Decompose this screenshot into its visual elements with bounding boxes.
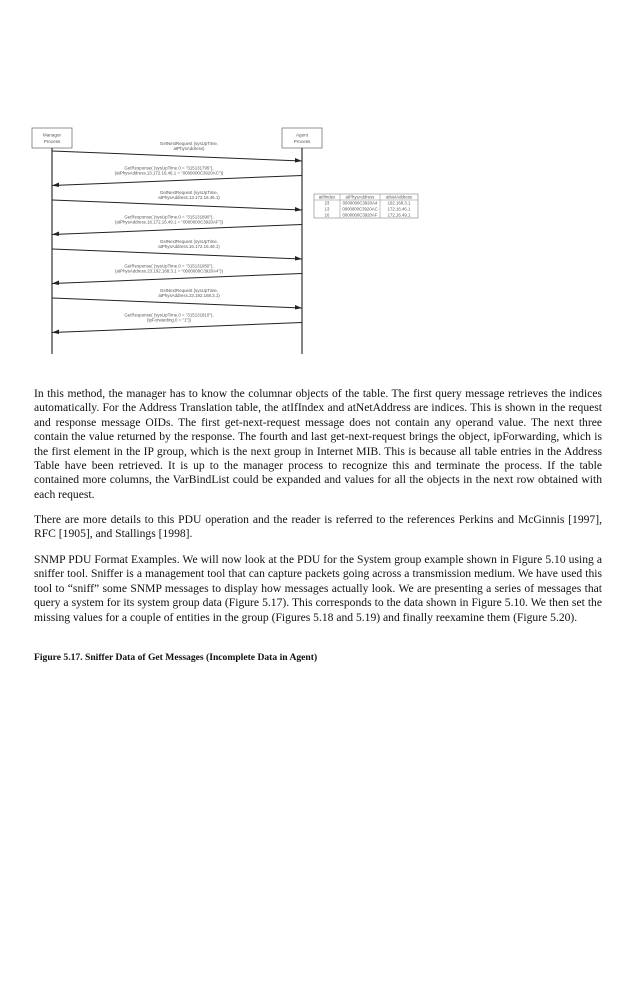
- table-header-cell: atIfIndex: [318, 194, 336, 200]
- message-label: atPhysAddress.23.192.168.3.1): [158, 293, 220, 299]
- table-header-cell: atNetAddress: [385, 194, 413, 200]
- message-label: GetResponse( (sysUpTime.0 = "315131810"),: [124, 312, 214, 318]
- message-8: [52, 313, 302, 335]
- arrowhead: [295, 158, 302, 163]
- message-label: atPhysAddress): [173, 146, 205, 152]
- message-sequence-diagram: [28, 118, 618, 358]
- message-3: [52, 190, 302, 212]
- manager-label-line2: Process: [43, 139, 61, 144]
- table-header-cell: atPhysAddress: [345, 194, 375, 200]
- body-paragraph-1: In this method, the manager has to know the columnar objects of the table. The first query message retrieves the indices automatically. For the Address Translation table, the atIfIndex and atNetAddress are indices. This is shown in the request and response message OIDs. The first get-next-request message does not contain any operand value. The next three contain the value returned by the response. The fourth and last get-next-request brings the object, ipForwarding, which is the first element in the IP group, which is the next group in Internet MIB. This is because all table entries in the Address Table have been retrieved. It is up to the manager process to recognize this and terminate the process. If the table contained more columns, the VarBindList could be expanded and values for all the objects in the next row obtained with each request.: [34, 387, 602, 501]
- message-label: (atPhysAddress.16.172.16.49.1 = "0000000C3920AF")): [114, 219, 224, 225]
- table-cell: 23: [324, 200, 330, 206]
- message-label: atPhysAddress.16.172.16.49.1): [158, 244, 220, 250]
- arrowhead: [295, 305, 302, 310]
- message-4: [52, 215, 302, 237]
- message-label: GetNextRequest (sysUpTime,: [159, 239, 219, 244]
- message-5: [52, 239, 302, 261]
- manager-label-line1: Manager: [42, 132, 62, 138]
- message-arrow-line: [52, 176, 302, 186]
- message-label: GetNextRequest (sysUpTime,: [159, 141, 219, 146]
- message-6: [52, 264, 302, 286]
- agent-label-line2: Process: [293, 139, 311, 144]
- arrowhead: [52, 232, 59, 237]
- body-paragraph-3: SNMP PDU Format Examples. We will now look at the PDU for the System group example shown in Figure 5.10 using a sniffer tool. Sniffer is a management tool that can capture packets going across a transmission medium. We have used this tool to “sniff” some SNMP messages to display how messages actually look. We are presenting a series of messages that query a system for its system group data (Figure 5.17). This corresponds to the data shown in Figure 5.10. We then set the missing values for a couple of entities in the group (Figures 5.18 and 5.19) and finally reexamine them (Figure 5.20).: [34, 553, 602, 624]
- message-arrow-line: [52, 151, 302, 161]
- manager-process-box: [32, 128, 72, 148]
- table-cell: 0000000C3920AF: [342, 212, 378, 218]
- message-arrow-line: [52, 225, 302, 235]
- message-label: (ipForwarding.0 = "1")): [147, 317, 191, 323]
- message-label: (atPhysAddress.13.172.16.46.1 = "0000000C3920AC")): [114, 170, 224, 176]
- table-cell: 13: [324, 206, 330, 212]
- table-cell: 16: [324, 212, 330, 218]
- arrowhead: [52, 183, 59, 188]
- message-7: [52, 288, 302, 310]
- table-cell: 172.16.49.1: [387, 212, 411, 218]
- message-label: GetResponse( (sysUpTime.0 = "315131890"),: [124, 214, 214, 220]
- message-2: [52, 166, 302, 188]
- agent-label-line1: Agent: [295, 132, 309, 138]
- message-label: GetResponse( (sysUpTime.0 = "315131950"),: [124, 263, 214, 269]
- agent-process-box: [282, 128, 322, 148]
- message-label: (atPhysAddress.23.192.168.3.1 = "0000000C3920A4")): [115, 268, 223, 274]
- message-label: atPhysAddress.13.172.16.46.1): [158, 195, 220, 201]
- arrowhead: [295, 207, 302, 212]
- table-cell: 192.168.3.1: [387, 200, 411, 206]
- arrowhead: [52, 281, 59, 286]
- message-label: GetNextRequest (sysUpTime,: [159, 190, 219, 195]
- message-arrow-line: [52, 274, 302, 284]
- message-label: GetNextRequest (sysUpTime,: [159, 288, 219, 293]
- message-label: GetResponse( (sysUpTime.0 = "315131795"),: [124, 165, 214, 171]
- message-arrow-line: [52, 298, 302, 308]
- message-arrow-line: [52, 323, 302, 333]
- message-arrow-line: [52, 200, 302, 210]
- table-cell: 172.16.46.1: [387, 206, 411, 212]
- arrowhead: [295, 256, 302, 261]
- table-cell: 0000000C3920AC: [342, 206, 378, 212]
- message-arrow-line: [52, 249, 302, 259]
- body-paragraph-2: There are more details to this PDU operation and the reader is referred to the references Perkins and McGinnis [1997], RFC [1905], and Stallings [1998].: [34, 513, 602, 541]
- arrowhead: [52, 330, 59, 335]
- message-1: [52, 141, 302, 163]
- figure-caption: Figure 5.17. Sniffer Data of Get Messages (Incomplete Data in Agent): [34, 652, 318, 663]
- table-cell: 0000000C3920A4: [342, 200, 378, 206]
